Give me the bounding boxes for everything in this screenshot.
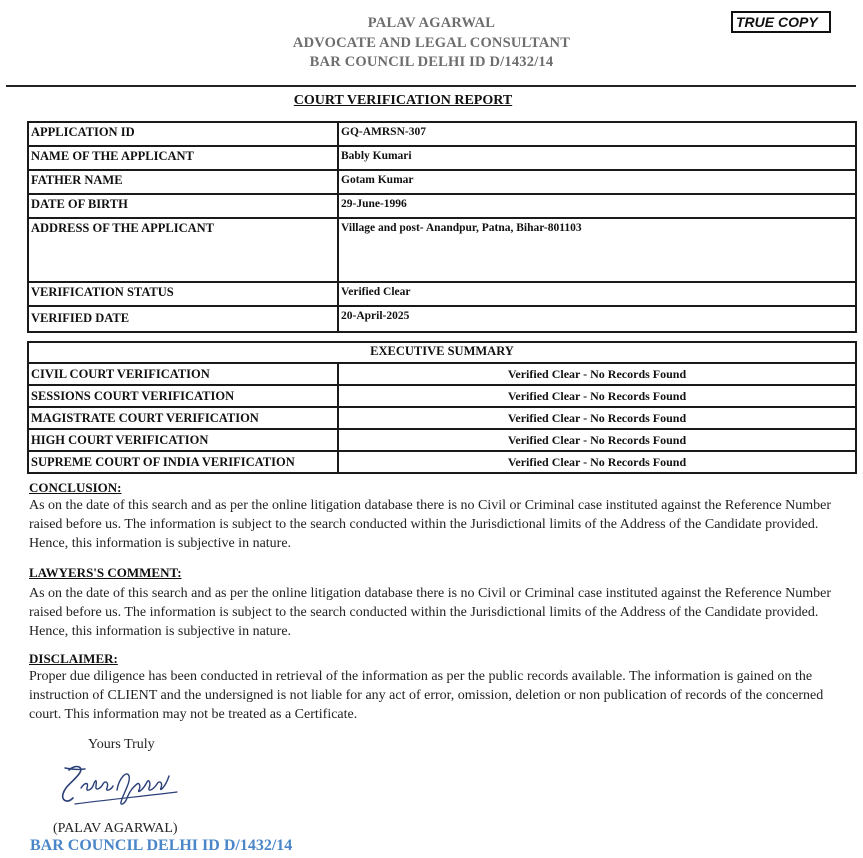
court-check-result: Verified Clear - No Records Found [338, 407, 856, 429]
detail-label: NAME OF THE APPLICANT [28, 146, 338, 170]
header-divider [6, 85, 856, 87]
letterhead-name: PALAV AGARWAL [367, 15, 496, 31]
table-row [28, 218, 856, 282]
table-row [28, 194, 856, 218]
court-check-label: MAGISTRATE COURT VERIFICATION [28, 407, 338, 429]
detail-label: ADDRESS OF THE APPLICANT [28, 218, 338, 282]
executive-summary-heading: EXECUTIVE SUMMARY [28, 342, 856, 363]
court-check-result: Verified Clear - No Records Found [338, 363, 856, 385]
detail-label: VERIFICATION STATUS [28, 282, 338, 306]
court-check-label: SUPREME COURT OF INDIA VERIFICATION [28, 451, 338, 473]
detail-label: APPLICATION ID [28, 122, 338, 146]
detail-label: FATHER NAME [28, 170, 338, 194]
detail-value: 29-June-1996 [338, 194, 856, 218]
table-row [28, 342, 856, 363]
table-row [28, 306, 856, 332]
disclaimer-text: Proper due diligence has been conducted in retrieval of the information as per the public records available. The information is gained on the instruction of CLIENT and the undersigned is not liable for any act of error, omission, deletion or non publication of records of the concerned court. This information may not be treated as a Certificate. [29, 669, 824, 723]
letterhead-bar-id: BAR COUNCIL DELHI ID D/1432/14 [309, 54, 554, 70]
signatory-bar-id: BAR COUNCIL DELHI ID D/1432/14 [30, 837, 293, 854]
table-row [28, 122, 856, 146]
table-row [28, 429, 856, 451]
court-check-result: Verified Clear - No Records Found [338, 451, 856, 473]
report-title: COURT VERIFICATION REPORT [293, 93, 513, 108]
executive-summary-table [27, 341, 857, 474]
conclusion-text: As on the date of this search and as per the online litigation database there is no Civil or Criminal case instituted against the Reference Number raised before us. The information is subject to the search conducted within the Jurisdictional limits of the Address of the Candidate provided. Hence, this information is subjective in nature. [29, 498, 832, 552]
detail-value: 20-April-2025 [338, 306, 856, 332]
detail-label: VERIFIED DATE [28, 306, 338, 332]
closing-salutation: Yours Truly [88, 737, 155, 752]
true-copy-stamp: TRUE COPY [731, 11, 831, 33]
lawyers-comment-text: As on the date of this search and as per the online litigation database there is no Civil or Criminal case instituted against the Reference Number raised before us. The information is subject to the search conducted within the Jurisdictional limits of the Address of the Candidate provided. Hence, this information is subjective in nature. [29, 586, 832, 640]
detail-value: Gotam Kumar [338, 170, 856, 194]
detail-value: Village and post- Anandpur, Patna, Bihar-801103 [338, 218, 856, 282]
court-check-label: SESSIONS COURT VERIFICATION [28, 385, 338, 407]
table-row [28, 407, 856, 429]
court-check-label: HIGH COURT VERIFICATION [28, 429, 338, 451]
court-check-label: CIVIL COURT VERIFICATION [28, 363, 338, 385]
detail-value: GQ-AMRSN-307 [338, 122, 856, 146]
table-row [28, 451, 856, 473]
table-row [28, 170, 856, 194]
detail-value: Verified Clear [338, 282, 856, 306]
signature [55, 760, 185, 810]
table-row [28, 363, 856, 385]
table-row [28, 385, 856, 407]
detail-label: DATE OF BIRTH [28, 194, 338, 218]
detail-value: Bably Kumari [338, 146, 856, 170]
table-row [28, 282, 856, 306]
letterhead-designation: ADVOCATE AND LEGAL CONSULTANT [292, 35, 571, 51]
court-check-result: Verified Clear - No Records Found [338, 385, 856, 407]
conclusion-heading: CONCLUSION: [29, 480, 122, 495]
applicant-details-table [27, 121, 857, 333]
disclaimer-heading: DISCLAIMER: [29, 651, 118, 666]
lawyers-comment-heading: LAWYERS'S COMMENT: [29, 565, 182, 580]
court-check-result: Verified Clear - No Records Found [338, 429, 856, 451]
signatory-name: (PALAV AGARWAL) [53, 821, 178, 836]
table-row [28, 146, 856, 170]
